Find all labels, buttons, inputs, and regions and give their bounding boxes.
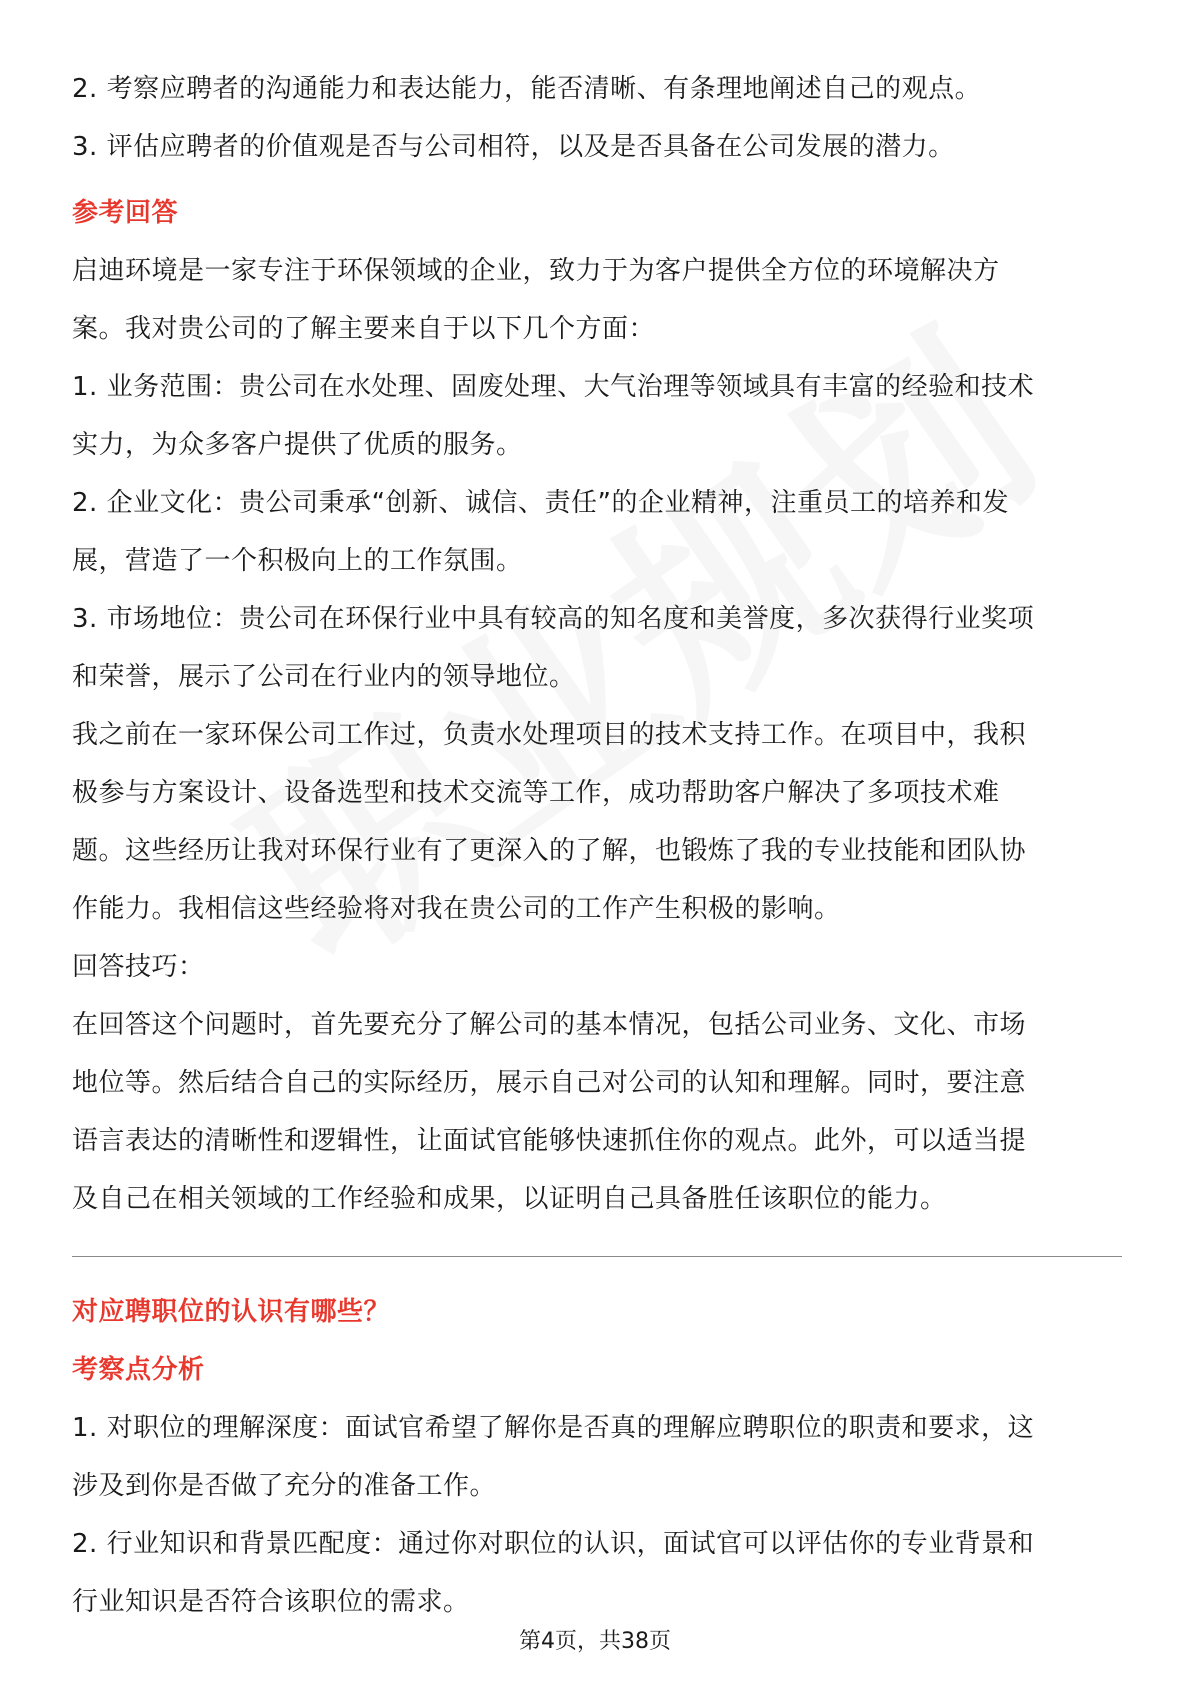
analysis-heading: 考察点分析 [72,1355,205,1385]
answer-line: 在回答这个问题时，首先要充分了解公司的基本情况，包括公司业务、文化、市场 [72,1010,1027,1040]
analysis-line: 行业知识是否符合该职位的需求。 [72,1587,470,1617]
answer-line: 3. 市场地位：贵公司在环保行业中具有较高的知名度和美誉度，多次获得行业奖项 [72,604,1035,634]
tips-label: 回答技巧： [72,952,205,982]
page-number: 第4页，共38页 [519,1629,671,1654]
answer-line: 我之前在一家环保公司工作过，负责水处理项目的技术支持工作。在项目中，我积 [72,720,1027,750]
analysis-line: 1. 对职位的理解深度：面试官希望了解你是否真的理解应聘职位的职责和要求，这 [72,1413,1035,1443]
answer-line: 极参与方案设计、设备选型和技术交流等工作，成功帮助客户解决了多项技术难 [72,778,1000,808]
list-item: 3. 评估应聘者的价值观是否与公司相符，以及是否具备在公司发展的潜力。 [72,132,955,162]
answer-line: 启迪环境是一家专注于环保领域的企业，致力于为客户提供全方位的环境解决方 [72,256,1000,286]
answer-line: 案。我对贵公司的了解主要来自于以下几个方面： [72,314,656,344]
section-divider [72,1256,1122,1257]
answer-line: 作能力。我相信这些经验将对我在贵公司的工作产生积极的影响。 [72,894,841,924]
answer-line: 展，营造了一个积极向上的工作氛围。 [72,546,523,576]
answer-line: 和荣誉，展示了公司在行业内的领导地位。 [72,662,576,692]
answer-line: 2. 企业文化：贵公司秉承“创新、诚信、责任”的企业精神，注重员工的培养和发 [72,488,1010,518]
answer-line: 语言表达的清晰性和逻辑性，让面试官能够快速抓住你的观点。此外，可以适当提 [72,1126,1027,1156]
answer-line: 题。这些经历让我对环保行业有了更深入的了解，也锻炼了我的专业技能和团队协 [72,836,1027,866]
list-item: 2. 考察应聘者的沟通能力和表达能力，能否清晰、有条理地阐述自己的观点。 [72,74,982,104]
reference-heading: 参考回答 [72,198,179,228]
answer-line: 实力，为众多客户提供了优质的服务。 [72,430,523,460]
analysis-line: 涉及到你是否做了充分的准备工作。 [72,1471,497,1501]
answer-line: 及自己在相关领域的工作经验和成果，以证明自己具备胜任该职位的能力。 [72,1184,947,1214]
answer-line: 地位等。然后结合自己的实际经历，展示自己对公司的认知和理解。同时，要注意 [72,1068,1027,1098]
document-page [72,60,1122,1631]
answer-line: 1. 业务范围：贵公司在水处理、固废处理、大气治理等领域具有丰富的经验和技术 [72,372,1035,402]
question-title: 对应聘职位的认识有哪些？ [72,1297,391,1327]
analysis-line: 2. 行业知识和背景匹配度：通过你对职位的认识，面试官可以评估你的专业背景和 [72,1529,1035,1559]
